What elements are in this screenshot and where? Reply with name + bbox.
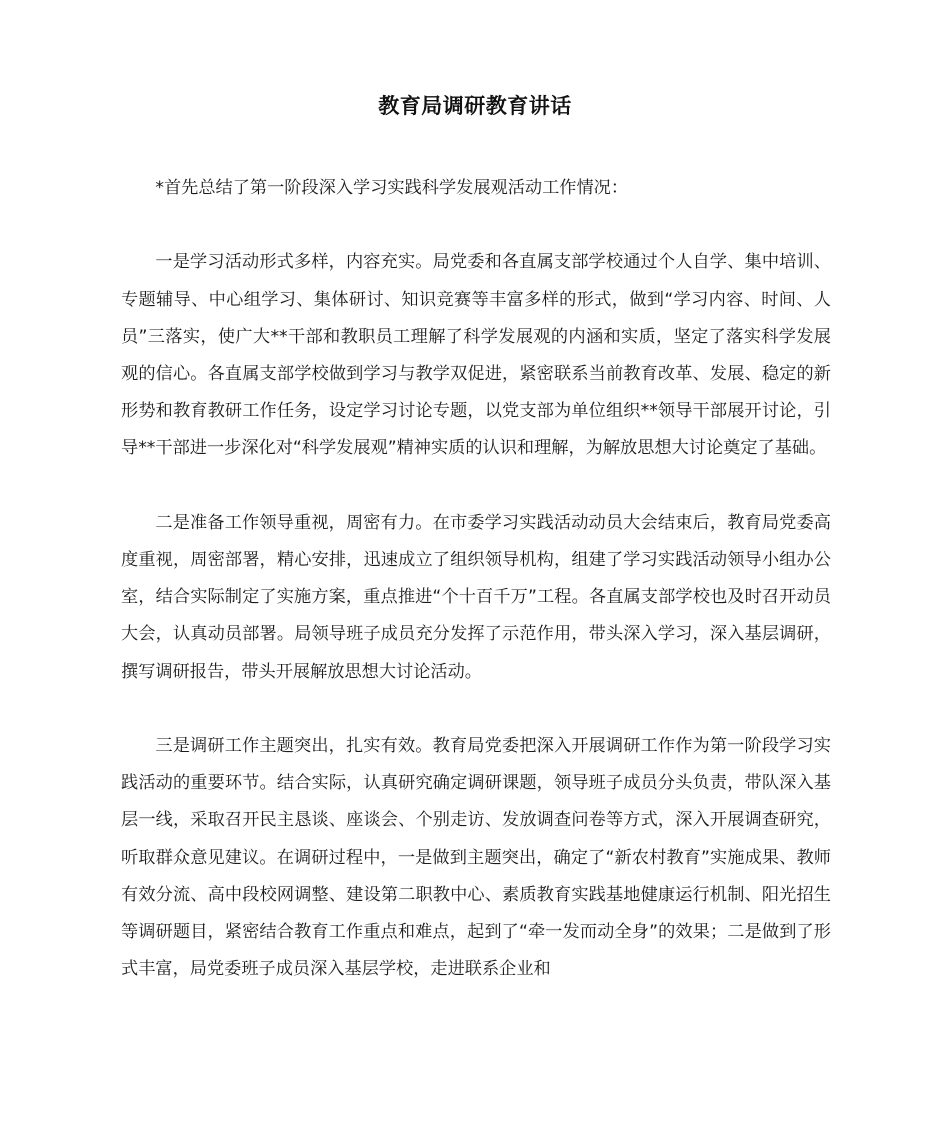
paragraph-preparation-work: 二是准备工作领导重视，周密有力。在市委学习实践活动动员大会结束后，教育局党委高度重视，周密部署，精心安排，迅速成立了组织领导机构，组建了学习实践活动领导小组办公室，结合实际制定了实施方案，重点推进“个十百千万”工程。各直属支部学校也及时召开动员大会，认真动员部署。局领导班子成员充分发挥了示范作用，带头深入学习，深入基层调研，撰写调研报告，带头开展解放思想大讨论活动。 — [121, 512, 831, 682]
paragraph-research-work: 三是调研工作主题突出，扎实有效。教育局党委把深入开展调研工作作为第一阶段学习实践活动的重要环节。结合实际，认真研究确定调研课题，领导班子成员分头负责，带队深入基层一线，采取召开民主恳谈、座谈会、个别走访、发放调查问卷等方式，深入开展调查研究，听取群众意见建议。在调研过程中，一是做到主题突出，确定了“新农村教育”实施成果、教师有效分流、高中段校网调整、建设第二职教中心、素质教育实践基地健康运行机制、阳光招生等调研题目，紧密结合教育工作重点和难点，起到了“牵一发而动全身”的效果；二是做到了形式丰富，局党委班子成员深入基层学校，走进联系企业和 — [121, 736, 831, 980]
paragraph-study-activities: 一是学习活动形式多样，内容充实。局党委和各直属支部学校通过个人自学、集中培训、专题辅导、中心组学习、集体研讨、知识竞赛等丰富多样的形式，做到“学习内容、时间、人员”三落实，使广大**干部和教职员工理解了科学发展观的内涵和实质，坚定了落实科学发展观的信心。各直属支部学校做到学习与教学双促进，紧密联系当前教育改革、发展、稳定的新形势和教育教研工作任务，设定学习讨论专题，以党支部为单位组织**领导干部展开讨论，引导**干部进一步深化对“科学发展观”精神实质的认识和理解，为解放思想大讨论奠定了基础。 — [121, 252, 831, 459]
document-body — [121, 170, 831, 988]
paragraph-intro: *首先总结了第一阶段深入学习实践科学发展观活动工作情况： — [155, 178, 629, 198]
document-title: 教育局调研教育讲话 — [378, 94, 572, 118]
